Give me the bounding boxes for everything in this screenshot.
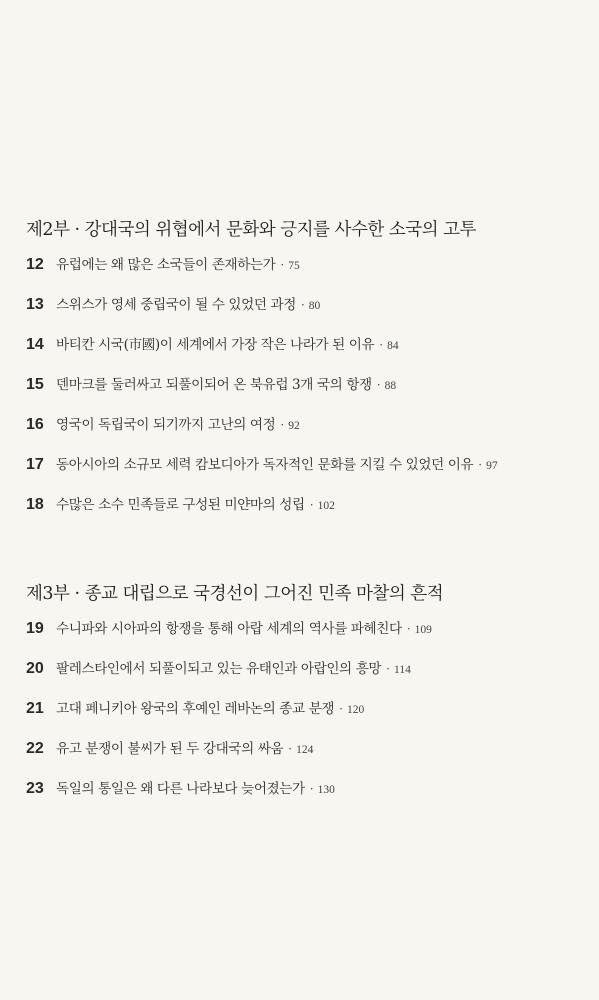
page-number: 97 xyxy=(486,460,498,472)
page-number: 124 xyxy=(296,744,314,756)
toc-entry[interactable] xyxy=(26,779,586,819)
page-number: 120 xyxy=(346,704,365,716)
chapter-number: 19 xyxy=(26,620,44,637)
chapter-number: 21 xyxy=(26,700,44,717)
page-number: 84 xyxy=(387,340,399,352)
separator-dot: · xyxy=(339,702,343,716)
table-of-contents xyxy=(26,215,586,847)
chapter-title: 동아시아의 소규모 세력 캄보디아가 독자적인 문화를 지킬 수 있었던 이유 xyxy=(56,457,474,473)
page-number: 88 xyxy=(384,380,397,392)
toc-entry[interactable] xyxy=(26,295,586,335)
page-number: 75 xyxy=(288,260,300,272)
chapter-title: 덴마크를 둘러싸고 되풀이되어 온 북유럽 3개 국의 항쟁 xyxy=(56,377,372,393)
chapter-number: 22 xyxy=(26,740,44,757)
separator-dot: · xyxy=(288,742,293,756)
page-number: 92 xyxy=(288,420,300,432)
part-title: 제2부 · 강대국의 위협에서 문화와 긍지를 사수한 소국의 고투 xyxy=(26,220,476,240)
separator-dot: · xyxy=(309,498,314,512)
chapter-title: 스위스가 영세 중립국이 될 수 있었던 과정 xyxy=(56,297,296,313)
chapter-title: 유고 분쟁이 불씨가 된 두 강대국의 싸움 xyxy=(56,741,284,757)
toc-entry[interactable] xyxy=(26,495,586,535)
chapter-number: 20 xyxy=(26,660,44,677)
separator-dot: · xyxy=(478,458,483,472)
chapter-number: 18 xyxy=(26,496,44,513)
chapter-title: 고대 페니키아 왕국의 후예인 레바논의 종교 분쟁 xyxy=(56,701,335,717)
page-number: 102 xyxy=(317,500,335,512)
toc-entry[interactable] xyxy=(26,739,586,779)
separator-dot: · xyxy=(280,418,285,432)
chapter-title: 영국이 독립국이 되기까지 고난의 여정 xyxy=(56,417,276,433)
separator-dot: · xyxy=(386,662,390,676)
chapter-title: 바티칸 시국(市國)이 세계에서 가장 작은 나라가 된 이유 xyxy=(56,337,375,353)
page-number: 114 xyxy=(394,664,411,676)
page-number: 109 xyxy=(414,624,432,636)
separator-dot: · xyxy=(300,298,305,312)
toc-entry[interactable] xyxy=(26,619,586,659)
toc-entry[interactable] xyxy=(26,335,586,375)
toc-entry[interactable] xyxy=(26,699,586,739)
toc-entry[interactable] xyxy=(26,455,586,495)
chapter-title: 팔레스타인에서 되풀이되고 있는 유태인과 아랍인의 흥망 xyxy=(56,661,382,677)
chapter-title: 유럽에는 왜 많은 소국들이 존재하는가 xyxy=(56,257,276,273)
chapter-title: 수니파와 시아파의 항쟁을 통해 아랍 세계의 역사를 파헤친다 xyxy=(56,621,402,637)
page-number: 130 xyxy=(317,784,335,796)
separator-dot: · xyxy=(379,338,384,352)
separator-dot: · xyxy=(280,258,285,272)
toc-entry[interactable] xyxy=(26,375,586,415)
chapter-number: 16 xyxy=(26,416,44,433)
chapter-title: 독일의 통일은 왜 다른 나라보다 늦어졌는가 xyxy=(56,781,305,797)
chapter-number: 23 xyxy=(26,780,44,797)
part-3 xyxy=(26,579,586,819)
chapter-number: 17 xyxy=(26,456,44,473)
part-title: 제3부 · 종교 대립으로 국경선이 그어진 민족 마찰의 흔적 xyxy=(26,584,444,604)
chapter-number: 14 xyxy=(26,336,44,353)
page-number: 80 xyxy=(308,300,321,312)
toc-entry[interactable] xyxy=(26,659,586,699)
separator-dot: · xyxy=(309,782,314,796)
chapter-number: 13 xyxy=(26,296,44,313)
separator-dot: · xyxy=(376,378,381,392)
toc-entry[interactable] xyxy=(26,255,586,295)
chapter-title: 수많은 소수 민족들로 구성된 미얀마의 성립 xyxy=(56,497,305,513)
separator-dot: · xyxy=(406,622,411,636)
part-2 xyxy=(26,215,586,535)
chapter-number: 12 xyxy=(26,256,44,273)
chapter-number: 15 xyxy=(26,376,44,393)
toc-entry[interactable] xyxy=(26,415,586,455)
